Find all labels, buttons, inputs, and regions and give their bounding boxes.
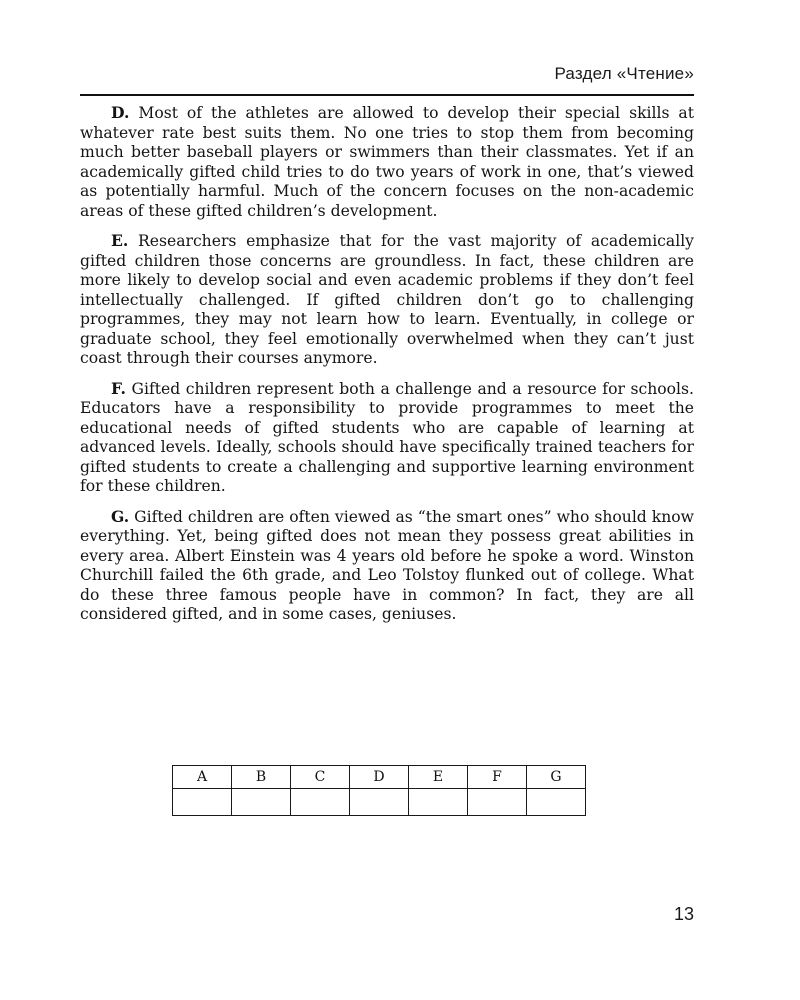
answer-cell[interactable] [468, 789, 527, 816]
answer-table-answer-row [173, 789, 586, 816]
paragraph-e [80, 231, 694, 369]
answer-header-cell: G [527, 766, 586, 789]
answer-cell[interactable] [527, 789, 586, 816]
answer-header-cell: E [409, 766, 468, 789]
paragraph-g [80, 507, 694, 625]
answer-cell[interactable] [409, 789, 468, 816]
answer-header-cell: F [468, 766, 527, 789]
answer-header-cell: A [173, 766, 232, 789]
header-divider [80, 94, 694, 96]
answer-cell[interactable] [173, 789, 232, 816]
answer-header-cell: D [350, 766, 409, 789]
paragraph-text: Most of the athletes are allowed to develop their special skills at whatever rate best suits them. No one tries to stop them from becoming much better baseball players or swimmers than their classmates. Yet if an academically gifted child tries to do two years of work in one, that’s viewed as potentially harmful. Much of the concern focuses on the non-academic areas of these gifted children’s development. [80, 104, 694, 220]
paragraph-letter: D. [111, 103, 130, 122]
answer-table [172, 765, 586, 816]
section-title: Раздел «Чтение» [554, 64, 694, 83]
paragraph-letter: E. [111, 231, 129, 250]
answer-cell[interactable] [350, 789, 409, 816]
paragraph-letter: G. [111, 506, 130, 526]
answer-cell[interactable] [232, 789, 291, 816]
answer-table-header-row [173, 766, 586, 789]
paragraph-letter: F. [111, 378, 126, 398]
paragraph-text: Gifted children represent both a challenge and a resource for schools. Educators have a responsibility to provide programmes to meet the educational needs of gifted students who are capable of learning at advanced levels. Ideally, schools should have specifically trained teachers for gifted students to create a challenging and supportive learning environment for these children. [80, 379, 694, 495]
paragraph-f [80, 379, 694, 497]
page-number: 13 [673, 904, 694, 924]
reading-text [80, 103, 694, 635]
answer-header-cell: B [232, 766, 291, 789]
answer-cell[interactable] [291, 789, 350, 816]
paragraph-d [80, 103, 694, 221]
paragraph-text: Researchers emphasize that for the vast majority of academically gifted children those concerns are groundless. In fact, these children are more likely to develop social and even academic problems if they don’t feel intellectually challenged. If gifted children don’t go to challenging programmes, they may not learn how to learn. Eventually, in college or graduate school, they feel emotionally overwhelmed when they can’t just coast through their courses anymore. [80, 232, 694, 367]
paragraph-text: Gifted children are often viewed as “the smart ones” who should know everything. Yet, being gifted does not mean they possess great abilities in every area. Albert Einstein was 4 years old before he spoke a word. Winston Churchill failed the 6th grade, and Leo Tolstoy flunked out of college. What do these three famous people have in common? In fact, they are all considered gifted, and in some cases, geniuses. [80, 507, 694, 623]
answer-header-cell: C [291, 766, 350, 789]
